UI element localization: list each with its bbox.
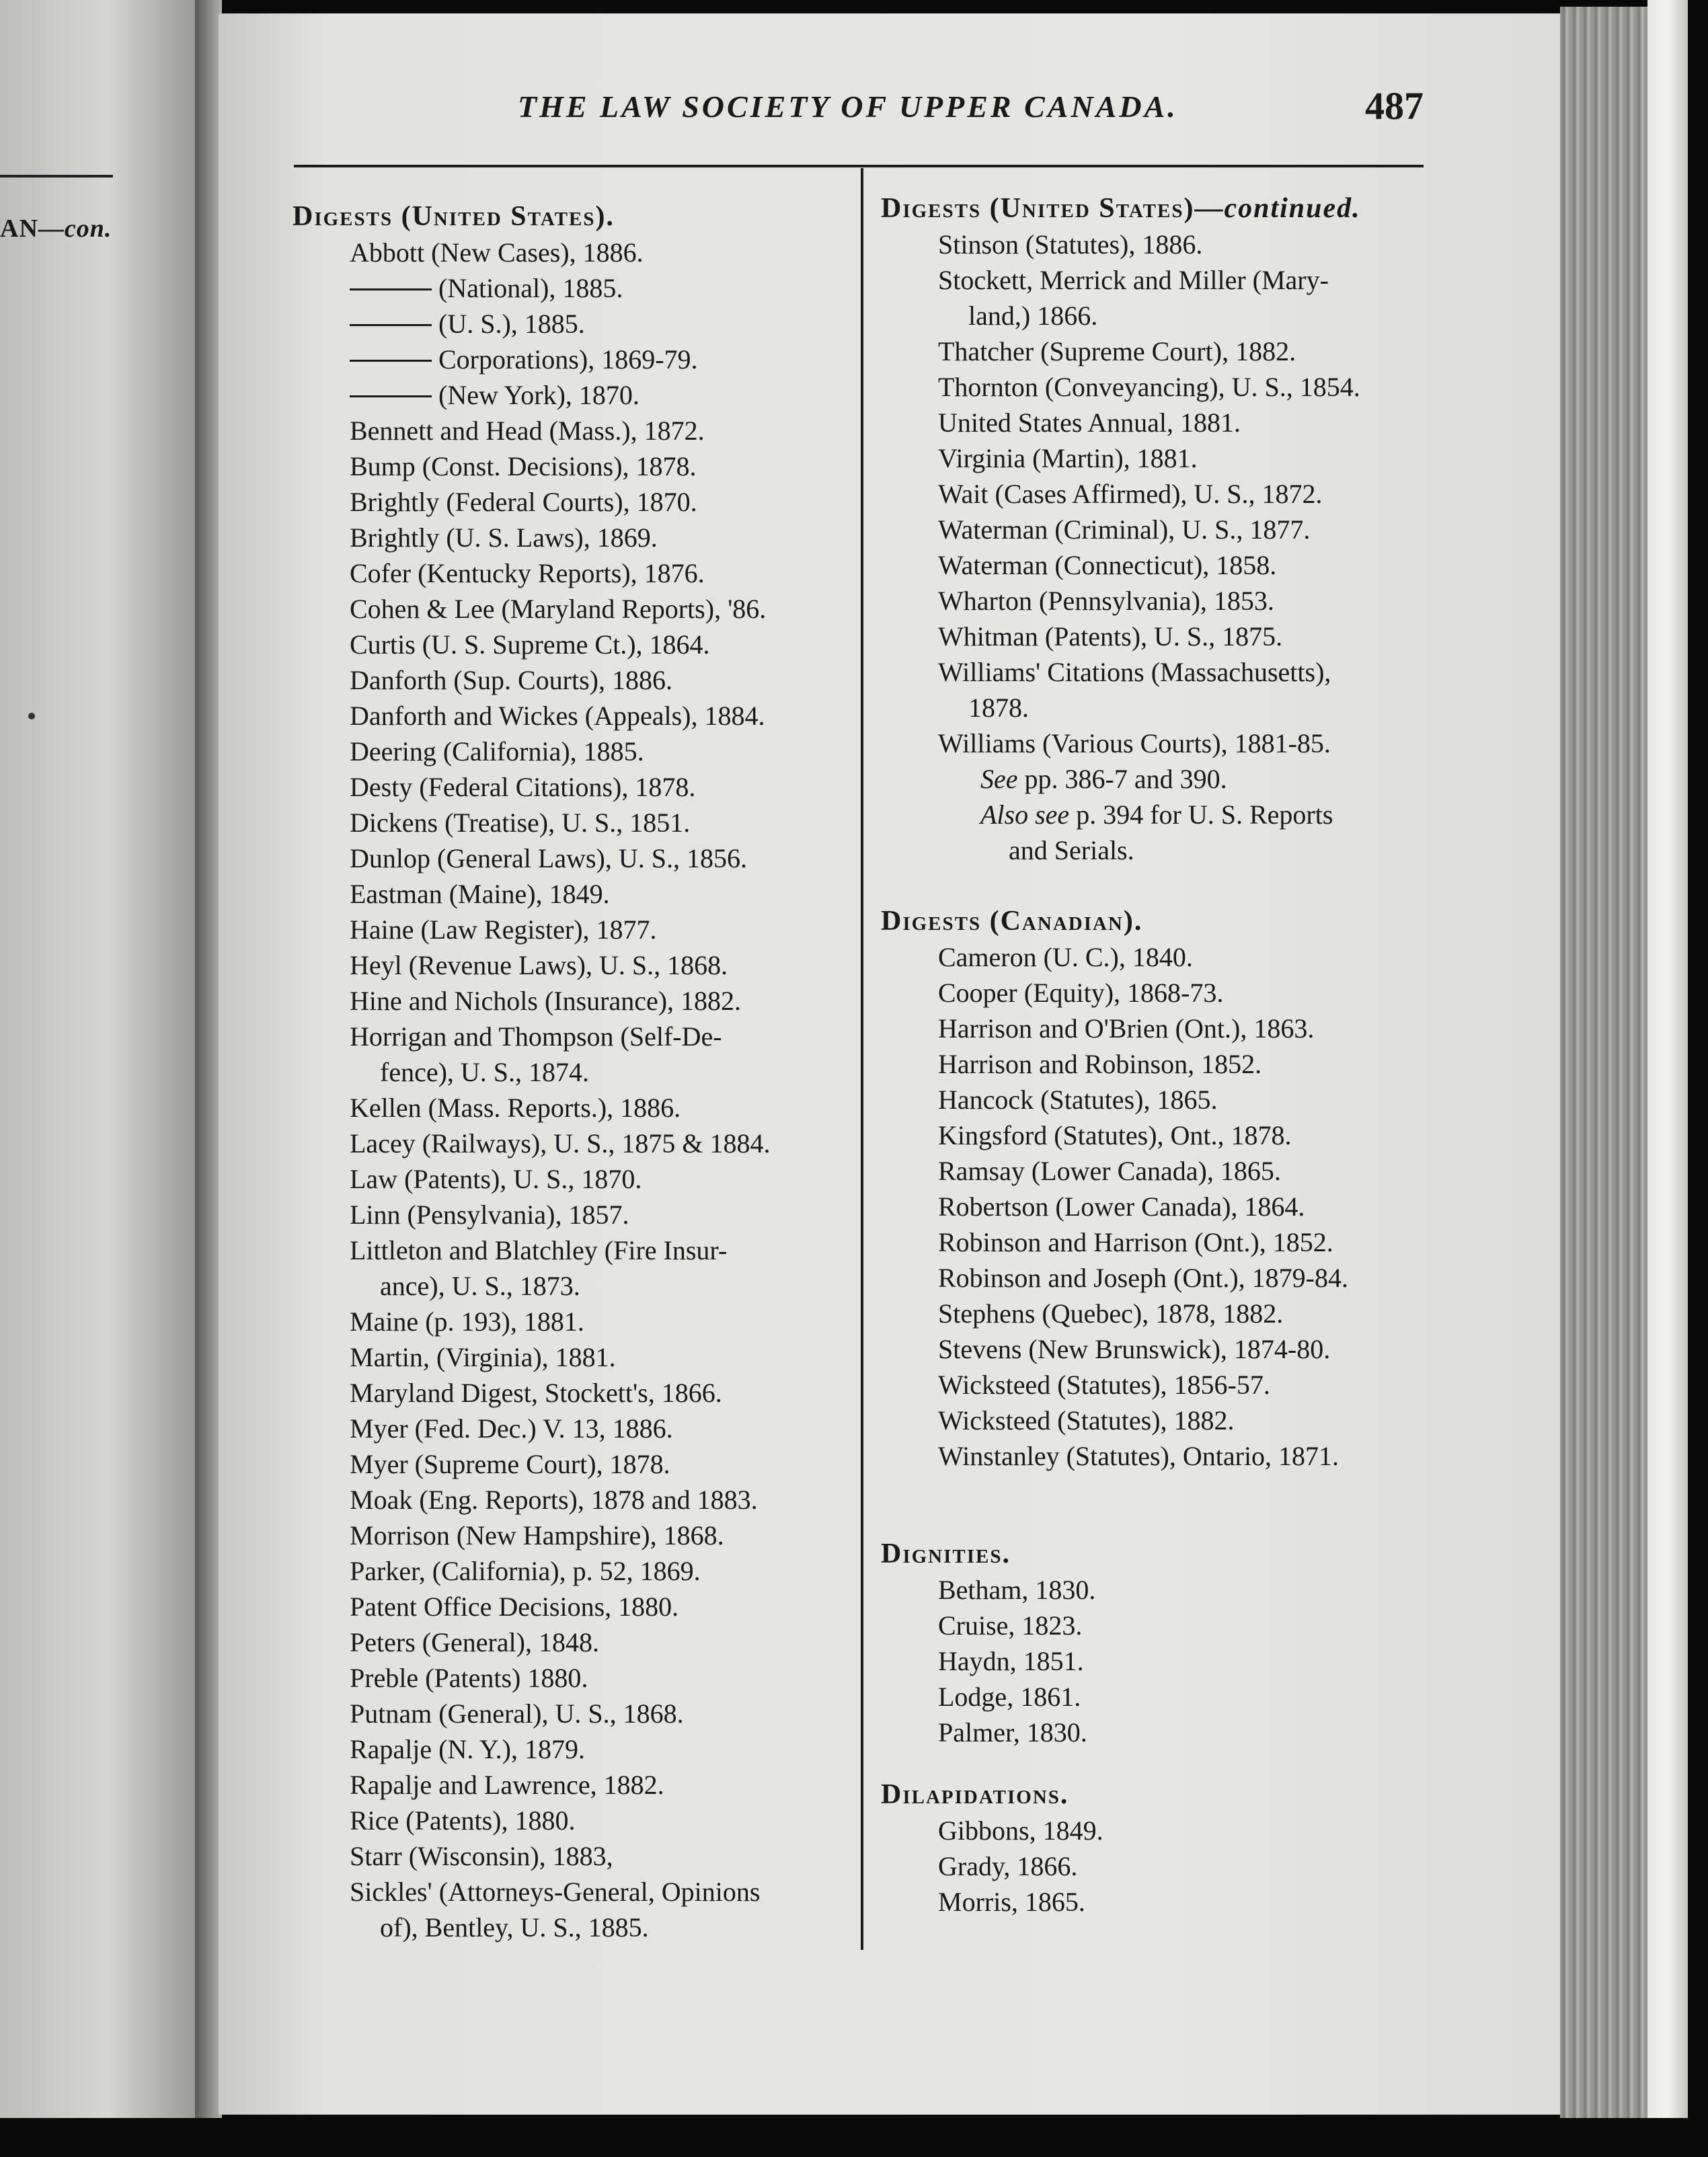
list-item: Lodge, 1861. xyxy=(938,1682,1081,1712)
list-item: Stevens (New Brunswick), 1874-80. xyxy=(938,1334,1331,1364)
list-item: Starr (Wisconsin), 1883, xyxy=(350,1841,613,1871)
list-item: Williams (Various Courts), 1881-85. xyxy=(938,728,1331,758)
list-item: Myer (Supreme Court), 1878. xyxy=(350,1449,670,1479)
list-item-continuation: fence), U. S., 1874. xyxy=(380,1057,590,1087)
list-item: Cameron (U. C.), 1840. xyxy=(938,942,1193,972)
list-item: Haine (Law Register), 1877. xyxy=(350,914,657,945)
book-gutter xyxy=(195,0,222,2118)
previous-page-rule xyxy=(0,175,113,178)
list-item: Thornton (Conveyancing), U. S., 1854. xyxy=(938,372,1360,402)
list-item: Winstanley (Statutes), Ontario, 1871. xyxy=(938,1441,1340,1471)
previous-page-running-tail xyxy=(0,214,112,243)
list-item: United States Annual, 1881. xyxy=(938,407,1241,438)
list-item: Deering (California), 1885. xyxy=(350,736,644,767)
list-item: Grady, 1866. xyxy=(938,1851,1078,1881)
list-item: Putnam (General), U. S., 1868. xyxy=(350,1698,684,1729)
list-item: Rapalje and Lawrence, 1882. xyxy=(350,1770,664,1800)
list-item: Littleton and Blatchley (Fire Insur- xyxy=(350,1235,728,1265)
list-item: Eastman (Maine), 1849. xyxy=(350,879,610,909)
list-item: Wicksteed (Statutes), 1856-57. xyxy=(938,1370,1270,1400)
section-heading-dignities: Dignities. xyxy=(881,1538,1011,1569)
list-item: Virginia (Martin), 1881. xyxy=(938,443,1198,473)
list-item: Stephens (Quebec), 1878, 1882. xyxy=(938,1298,1284,1329)
list-item: Ramsay (Lower Canada), 1865. xyxy=(938,1156,1281,1186)
left-column xyxy=(293,199,851,1945)
list-item: Betham, 1830. xyxy=(938,1575,1096,1605)
page-edge-light xyxy=(1647,0,1688,2118)
list-item: Harrison and Robinson, 1852. xyxy=(938,1049,1262,1079)
cross-reference-continuation: and Serials. xyxy=(1009,835,1134,865)
list-item: Martin, (Virginia), 1881. xyxy=(350,1342,616,1372)
list-item: Abbott (New Cases), 1886. xyxy=(350,237,644,268)
list-item: Kingsford (Statutes), Ont., 1878. xyxy=(938,1120,1292,1150)
list-item: Desty (Federal Citations), 1878. xyxy=(350,772,696,802)
page-header-title: THE LAW SOCIETY OF UPPER CANADA. xyxy=(518,89,1178,124)
list-item: Robinson and Harrison (Ont.), 1852. xyxy=(938,1227,1333,1257)
list-item: Danforth (Sup. Courts), 1886. xyxy=(350,665,672,695)
list-item: Heyl (Revenue Laws), U. S., 1868. xyxy=(350,950,728,980)
list-item: Waterman (Connecticut), 1858. xyxy=(938,550,1277,580)
list-item: Hine and Nichols (Insurance), 1882. xyxy=(350,986,742,1016)
list-item: Wharton (Pennsylvania), 1853. xyxy=(938,586,1274,616)
list-item: (National), 1885. xyxy=(293,270,851,306)
list-item: Maine (p. 193), 1881. xyxy=(350,1306,584,1337)
list-item: Moak (Eng. Reports), 1878 and 1883. xyxy=(350,1485,758,1515)
list-item: Kellen (Mass. Reports.), 1886. xyxy=(350,1093,681,1123)
cross-reference: Also see p. 394 for U. S. Reports xyxy=(980,799,1333,830)
list-item: Law (Patents), U. S., 1870. xyxy=(350,1164,642,1194)
list-item: Rice (Patents), 1880. xyxy=(350,1805,576,1836)
list-item: Whitman (Patents), U. S., 1875. xyxy=(938,621,1283,652)
list-item: Palmer, 1830. xyxy=(938,1717,1087,1748)
list-item: Parker, (California), p. 52, 1869. xyxy=(350,1556,701,1586)
cross-reference: See pp. 386-7 and 390. xyxy=(980,764,1227,794)
list-item: Sickles' (Attorneys-General, Opinions xyxy=(350,1877,761,1907)
page-number: 487 xyxy=(1365,84,1424,128)
list-item: Cruise, 1823. xyxy=(938,1610,1083,1641)
list-item: Cohen & Lee (Maryland Reports), '86. xyxy=(350,594,767,624)
list-item: Peters (General), 1848. xyxy=(350,1627,599,1657)
list-item: Horrigan and Thompson (Self-De- xyxy=(350,1021,722,1052)
list-item: Morris, 1865. xyxy=(938,1887,1085,1917)
previous-page-mark xyxy=(28,713,35,719)
ditto-dash xyxy=(350,288,432,290)
list-item: (New York), 1870. xyxy=(293,377,851,413)
page-edges xyxy=(1560,7,1647,2118)
section-heading-digests-us: Digests (United States). xyxy=(293,201,615,232)
list-item: Brightly (U. S. Laws), 1869. xyxy=(350,522,658,553)
list-item: Lacey (Railways), U. S., 1875 & 1884. xyxy=(350,1128,771,1159)
list-item: Williams' Citations (Massachusetts), xyxy=(938,657,1331,687)
section-heading-digests-us-continued: Digests (United States)—continued. xyxy=(881,193,1361,224)
list-item: Robertson (Lower Canada), 1864. xyxy=(938,1191,1305,1222)
list-item: Wait (Cases Affirmed), U. S., 1872. xyxy=(938,479,1323,509)
list-item: Stinson (Statutes), 1886. xyxy=(938,229,1203,260)
list-item: Bump (Const. Decisions), 1878. xyxy=(350,451,697,481)
list-item: (U. S.), 1885. xyxy=(293,306,851,342)
list-item: Haydn, 1851. xyxy=(938,1646,1084,1676)
list-item: Wicksteed (Statutes), 1882. xyxy=(938,1405,1235,1436)
list-item: Maryland Digest, Stockett's, 1866. xyxy=(350,1378,722,1408)
previous-page xyxy=(0,0,195,2118)
list-item: Thatcher (Supreme Court), 1882. xyxy=(938,336,1296,366)
running-tail-italic: con. xyxy=(64,214,112,243)
header-rule xyxy=(294,165,1424,167)
list-item: Preble (Patents) 1880. xyxy=(350,1663,588,1693)
right-column xyxy=(881,191,1473,1920)
list-item: Robinson and Joseph (Ont.), 1879-84. xyxy=(938,1263,1348,1293)
list-item: Myer (Fed. Dec.) V. 13, 1886. xyxy=(350,1413,673,1444)
list-item: Linn (Pensylvania), 1857. xyxy=(350,1200,629,1230)
column-divider xyxy=(861,168,863,1950)
section-heading-dilapidations: Dilapidations. xyxy=(881,1779,1069,1810)
list-item: Rapalje (N. Y.), 1879. xyxy=(350,1734,585,1764)
list-item: Stockett, Merrick and Miller (Mary- xyxy=(938,265,1329,295)
list-item: Harrison and O'Brien (Ont.), 1863. xyxy=(938,1013,1315,1044)
list-item-continuation: ance), U. S., 1873. xyxy=(380,1271,580,1301)
section-heading-digests-canadian: Digests (Canadian). xyxy=(881,906,1143,937)
list-item-continuation: land,) 1866. xyxy=(968,301,1098,331)
running-tail-text: AN— xyxy=(0,214,65,243)
ditto-dash xyxy=(350,324,432,326)
list-item: Brightly (Federal Courts), 1870. xyxy=(350,487,697,517)
list-item: Corporations), 1869-79. xyxy=(293,342,851,377)
list-item: Danforth and Wickes (Appeals), 1884. xyxy=(350,701,765,731)
list-item: Waterman (Criminal), U. S., 1877. xyxy=(938,514,1311,545)
list-item: Gibbons, 1849. xyxy=(938,1815,1103,1846)
list-item: Patent Office Decisions, 1880. xyxy=(350,1592,679,1622)
list-item-continuation: 1878. xyxy=(968,693,1029,723)
ditto-dash xyxy=(350,360,432,362)
list-item: Dickens (Treatise), U. S., 1851. xyxy=(350,808,691,838)
list-item: Bennett and Head (Mass.), 1872. xyxy=(350,416,705,446)
list-item: Curtis (U. S. Supreme Ct.), 1864. xyxy=(350,629,710,660)
list-item-continuation: of), Bentley, U. S., 1885. xyxy=(380,1912,649,1943)
list-item: Cooper (Equity), 1868-73. xyxy=(938,978,1224,1008)
ditto-dash xyxy=(350,395,432,397)
list-item: Cofer (Kentucky Reports), 1876. xyxy=(350,558,705,588)
list-item: Hancock (Statutes), 1865. xyxy=(938,1085,1218,1115)
list-item: Dunlop (General Laws), U. S., 1856. xyxy=(350,843,747,873)
list-item: Morrison (New Hampshire), 1868. xyxy=(350,1520,724,1551)
